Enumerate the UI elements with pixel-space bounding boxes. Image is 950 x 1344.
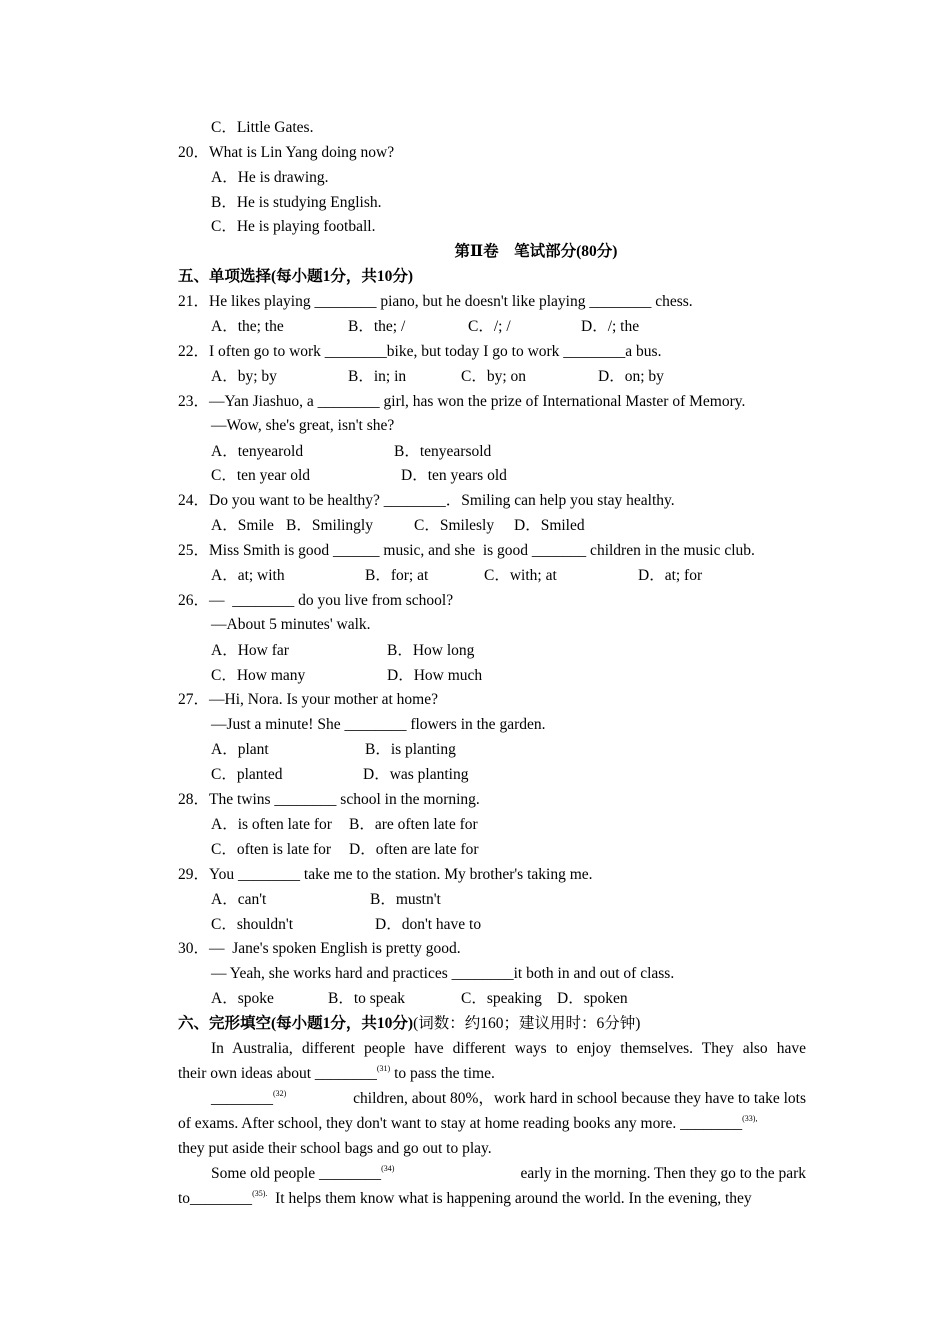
passage-p3-line1: [211, 1164, 806, 1184]
q26-option-c: C．How many: [211, 667, 306, 684]
q24-stem: 24．Do you want to be healthy? ________．Smiling can help you stay healthy.: [178, 492, 675, 509]
blank-33-number: (33),: [742, 1114, 758, 1123]
q26-line2: —About 5 minutes' walk.: [211, 616, 371, 633]
q21-stem: 21．He likes playing ________ piano, but he doesn't like playing ________ chess.: [178, 293, 693, 310]
q23-line2: —Wow, she's great, isn't she?: [211, 417, 395, 434]
passage-p3-line1-head: [211, 1164, 394, 1184]
q25-option-a: A．at; with: [211, 567, 285, 584]
passage-text: to________: [178, 1190, 253, 1207]
q28-option-a: A．is often late for: [211, 816, 332, 833]
q30-stem: 30．— Jane's spoken English is pretty good.: [178, 940, 461, 957]
passage-text: of exams. After school, they don't want to stay at home reading books any more. ________: [178, 1115, 743, 1132]
q23-option-a: A．tenyearold: [211, 443, 304, 460]
q29-option-a: A．can't: [211, 891, 267, 908]
blank-32: ________: [211, 1090, 273, 1107]
passage-p2-line2: [178, 1114, 757, 1134]
q29-stem: 29．You ________ take me to the station. My brother's taking me.: [178, 866, 593, 883]
blank-32-number: (32): [273, 1089, 287, 1098]
passage-text: early in the morning. Then they go to the park: [520, 1165, 806, 1182]
q22-option-a: A．by; by: [211, 368, 277, 385]
q26-option-a: A．How far: [211, 642, 289, 659]
q26-option-d: D．How much: [387, 667, 483, 684]
q20-stem: 20．What is Lin Yang doing now?: [178, 144, 395, 161]
passage-text: children, about 80%，work hard in school because they have to take lots: [345, 1090, 806, 1107]
q28-option-b: B．are often late for: [349, 816, 478, 833]
part2-title: 第Ⅱ卷 笔试部分(80分): [454, 243, 618, 260]
q24-option-d: D．Smiled: [514, 517, 585, 534]
q30-option-c: C．speaking: [461, 990, 542, 1007]
q25-option-d: D．at; for: [638, 567, 703, 584]
q23-option-c: C．ten year old: [211, 467, 311, 484]
q22-option-d: D．on; by: [598, 368, 664, 385]
q23-option-b: B．tenyearsold: [394, 443, 492, 460]
blank-35-number: (35).: [252, 1189, 268, 1198]
q26-option-b: B．How long: [387, 642, 475, 659]
q21-option-d: D．/; the: [581, 318, 640, 335]
q24-option-a: A．Smile: [211, 517, 274, 534]
q30-option-b: B．to speak: [328, 990, 406, 1007]
q22-stem: 22．I often go to work ________bike, but today I go to work ________a bus.: [178, 343, 662, 360]
passage-p1-line1: In Australia, different people have different ways to enjoy themselves. They also have: [211, 1040, 806, 1057]
passage-p2-line1: [211, 1089, 806, 1109]
q27-option-c: C．planted: [211, 766, 283, 783]
q27-option-b: B．is planting: [365, 741, 456, 758]
q25-option-c: C．with; at: [484, 567, 557, 584]
q27-option-a: A．plant: [211, 741, 269, 758]
q23-stem: 23．—Yan Jiashuo, a ________ girl, has won the prize of International Master of Memory.: [178, 393, 746, 410]
passage-text: their own ideas about ________: [178, 1065, 377, 1082]
blank-31-number: (31): [376, 1064, 391, 1073]
passage-p2-line3: they put aside their school bags and go out to play.: [178, 1140, 492, 1157]
q27-stem: 27．—Hi, Nora. Is your mother at home?: [178, 691, 438, 708]
section6-heading: 六、完形填空(每小题1分，共10分): [178, 1015, 414, 1032]
q24-option-c: C．Smilesly: [414, 517, 495, 534]
q28-stem: 28．The twins ________ school in the morning.: [178, 791, 480, 808]
passage-text: It helps them know what is happening around the world. In the evening, they: [267, 1190, 752, 1207]
blank-34-number: (34): [381, 1164, 395, 1173]
q28-option-c: C．often is late for: [211, 841, 332, 858]
passage-text: to pass the time.: [390, 1065, 495, 1082]
q27-option-d: D．was planting: [363, 766, 469, 783]
q26-stem: 26．— ________ do you live from school?: [178, 592, 454, 609]
q25-option-b: B．for; at: [365, 567, 429, 584]
blank-32-wrap: [211, 1089, 286, 1109]
passage-p3-line2: [178, 1189, 752, 1209]
q22-option-c: C．by; on: [461, 368, 527, 385]
q28-option-d: D．often are late for: [349, 841, 479, 858]
q21-option-b: B．the; /: [348, 318, 406, 335]
section6-note: (词数：约160；建议用时：6分钟): [413, 1015, 641, 1032]
q30-line2: — Yeah, she works hard and practices ________it both in and out of class.: [211, 965, 675, 982]
q29-option-b: B．mustn't: [370, 891, 441, 908]
q27-line2: —Just a minute! She ________ flowers in the garden.: [211, 716, 546, 733]
section6-heading-line: [178, 1014, 640, 1034]
q19-option-c: C．Little Gates.: [211, 119, 314, 136]
q30-option-d: D．spoken: [557, 990, 628, 1007]
q23-option-d: D．ten years old: [401, 467, 507, 484]
q20-option-c: C．He is playing football.: [211, 218, 376, 235]
section5-heading: 五、单项选择(每小题1分，共10分): [178, 268, 414, 285]
q30-option-a: A．spoke: [211, 990, 274, 1007]
q24-option-b: B．Smilingly: [286, 517, 373, 534]
q20-option-b: B．He is studying English.: [211, 194, 382, 211]
q21-option-a: A．the; the: [211, 318, 284, 335]
q29-option-d: D．don't have to: [375, 916, 482, 933]
passage-p1-line2: [178, 1064, 495, 1084]
q29-option-c: C．shouldn't: [211, 916, 294, 933]
q22-option-b: B．in; in: [348, 368, 407, 385]
q20-option-a: A．He is drawing.: [211, 169, 329, 186]
q21-option-c: C．/; /: [468, 318, 511, 335]
q25-stem: 25．Miss Smith is good ______ music, and she is good _______ children in the music club.: [178, 542, 755, 559]
passage-text: Some old people ________: [211, 1165, 382, 1182]
